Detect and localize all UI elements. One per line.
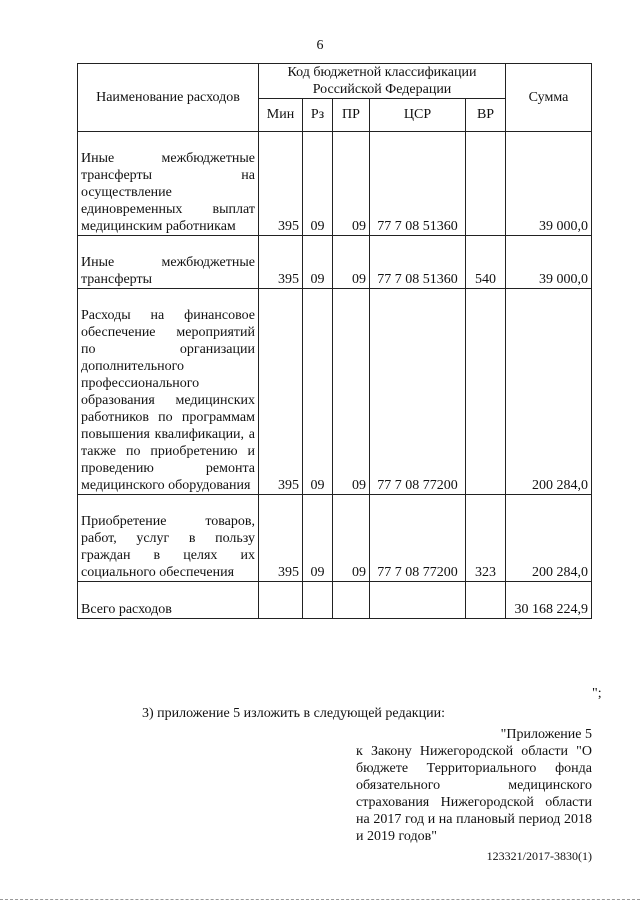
col-min: Мин bbox=[259, 99, 303, 132]
col-rz: Рз bbox=[303, 99, 333, 132]
page-number: 6 bbox=[316, 38, 324, 53]
table-row bbox=[78, 236, 592, 289]
row-vr: 323 bbox=[466, 495, 506, 582]
row-pr: 09 bbox=[333, 289, 370, 495]
row-rz: 09 bbox=[303, 236, 333, 289]
appendix-body: к Закону Нижегородской области "О бюджете Территориального фонда обязательного медицинского страхования Нижегородской области на 2017 год и на плановый период 2018 и 2019 годов" bbox=[356, 744, 592, 844]
scan-edge-line bbox=[0, 899, 640, 901]
header-code: Код бюджетной классификации Российской Федерации bbox=[259, 64, 506, 99]
row-rz: 09 bbox=[303, 132, 333, 236]
table-row bbox=[78, 289, 592, 495]
row-name: Иные межбюджетные трансферты bbox=[78, 236, 259, 289]
total-suffix: "; bbox=[592, 686, 602, 701]
row-pr: 09 bbox=[333, 132, 370, 236]
row-vr bbox=[466, 289, 506, 495]
header-name: Наименование расходов bbox=[78, 64, 259, 132]
document-number: 123321/2017-3830(1) bbox=[486, 849, 592, 863]
appendix-title: "Приложение 5 bbox=[500, 727, 592, 742]
table-row bbox=[78, 495, 592, 582]
row-sum: 39 000,0 bbox=[506, 236, 592, 289]
budget-table bbox=[77, 63, 592, 619]
col-csr: ЦСР bbox=[370, 99, 466, 132]
row-vr: 540 bbox=[466, 236, 506, 289]
row-name: Приобретение товаров, работ, услуг в пользу граждан в целях их социального обеспечения bbox=[78, 495, 259, 582]
appendix-block bbox=[356, 726, 592, 845]
row-rz: 09 bbox=[303, 495, 333, 582]
row-sum: 200 284,0 bbox=[506, 495, 592, 582]
row-min: 395 bbox=[259, 495, 303, 582]
amendment-paragraph: 3) приложение 5 изложить в следующей редакции: bbox=[142, 706, 445, 721]
row-name: Расходы на финансовое обеспечение мероприятий по организации дополнительного профессионального образования медицинских работников по программам повышения квалификации, а также по приобретению и проведению ремонта медицинского оборудования bbox=[78, 289, 259, 495]
row-name: Иные межбюджетные трансферты на осуществление единовременных выплат медицинским работникам bbox=[78, 132, 259, 236]
row-pr: 09 bbox=[333, 495, 370, 582]
row-sum: 39 000,0 bbox=[506, 132, 592, 236]
col-vr: ВР bbox=[466, 99, 506, 132]
row-csr: 77 7 08 51360 bbox=[370, 132, 466, 236]
row-min: 395 bbox=[259, 236, 303, 289]
row-vr bbox=[466, 132, 506, 236]
row-pr: 09 bbox=[333, 236, 370, 289]
row-csr: 77 7 08 77200 bbox=[370, 289, 466, 495]
row-sum: 200 284,0 bbox=[506, 289, 592, 495]
row-min: 395 bbox=[259, 132, 303, 236]
col-pr: ПР bbox=[333, 99, 370, 132]
table-row bbox=[78, 132, 592, 236]
total-row bbox=[78, 582, 592, 619]
row-min: 395 bbox=[259, 289, 303, 495]
row-rz: 09 bbox=[303, 289, 333, 495]
row-csr: 77 7 08 51360 bbox=[370, 236, 466, 289]
total-label: Всего расходов bbox=[78, 582, 259, 619]
header-sum: Сумма bbox=[506, 64, 592, 132]
row-csr: 77 7 08 77200 bbox=[370, 495, 466, 582]
total-sum: 30 168 224,9 bbox=[506, 582, 592, 619]
